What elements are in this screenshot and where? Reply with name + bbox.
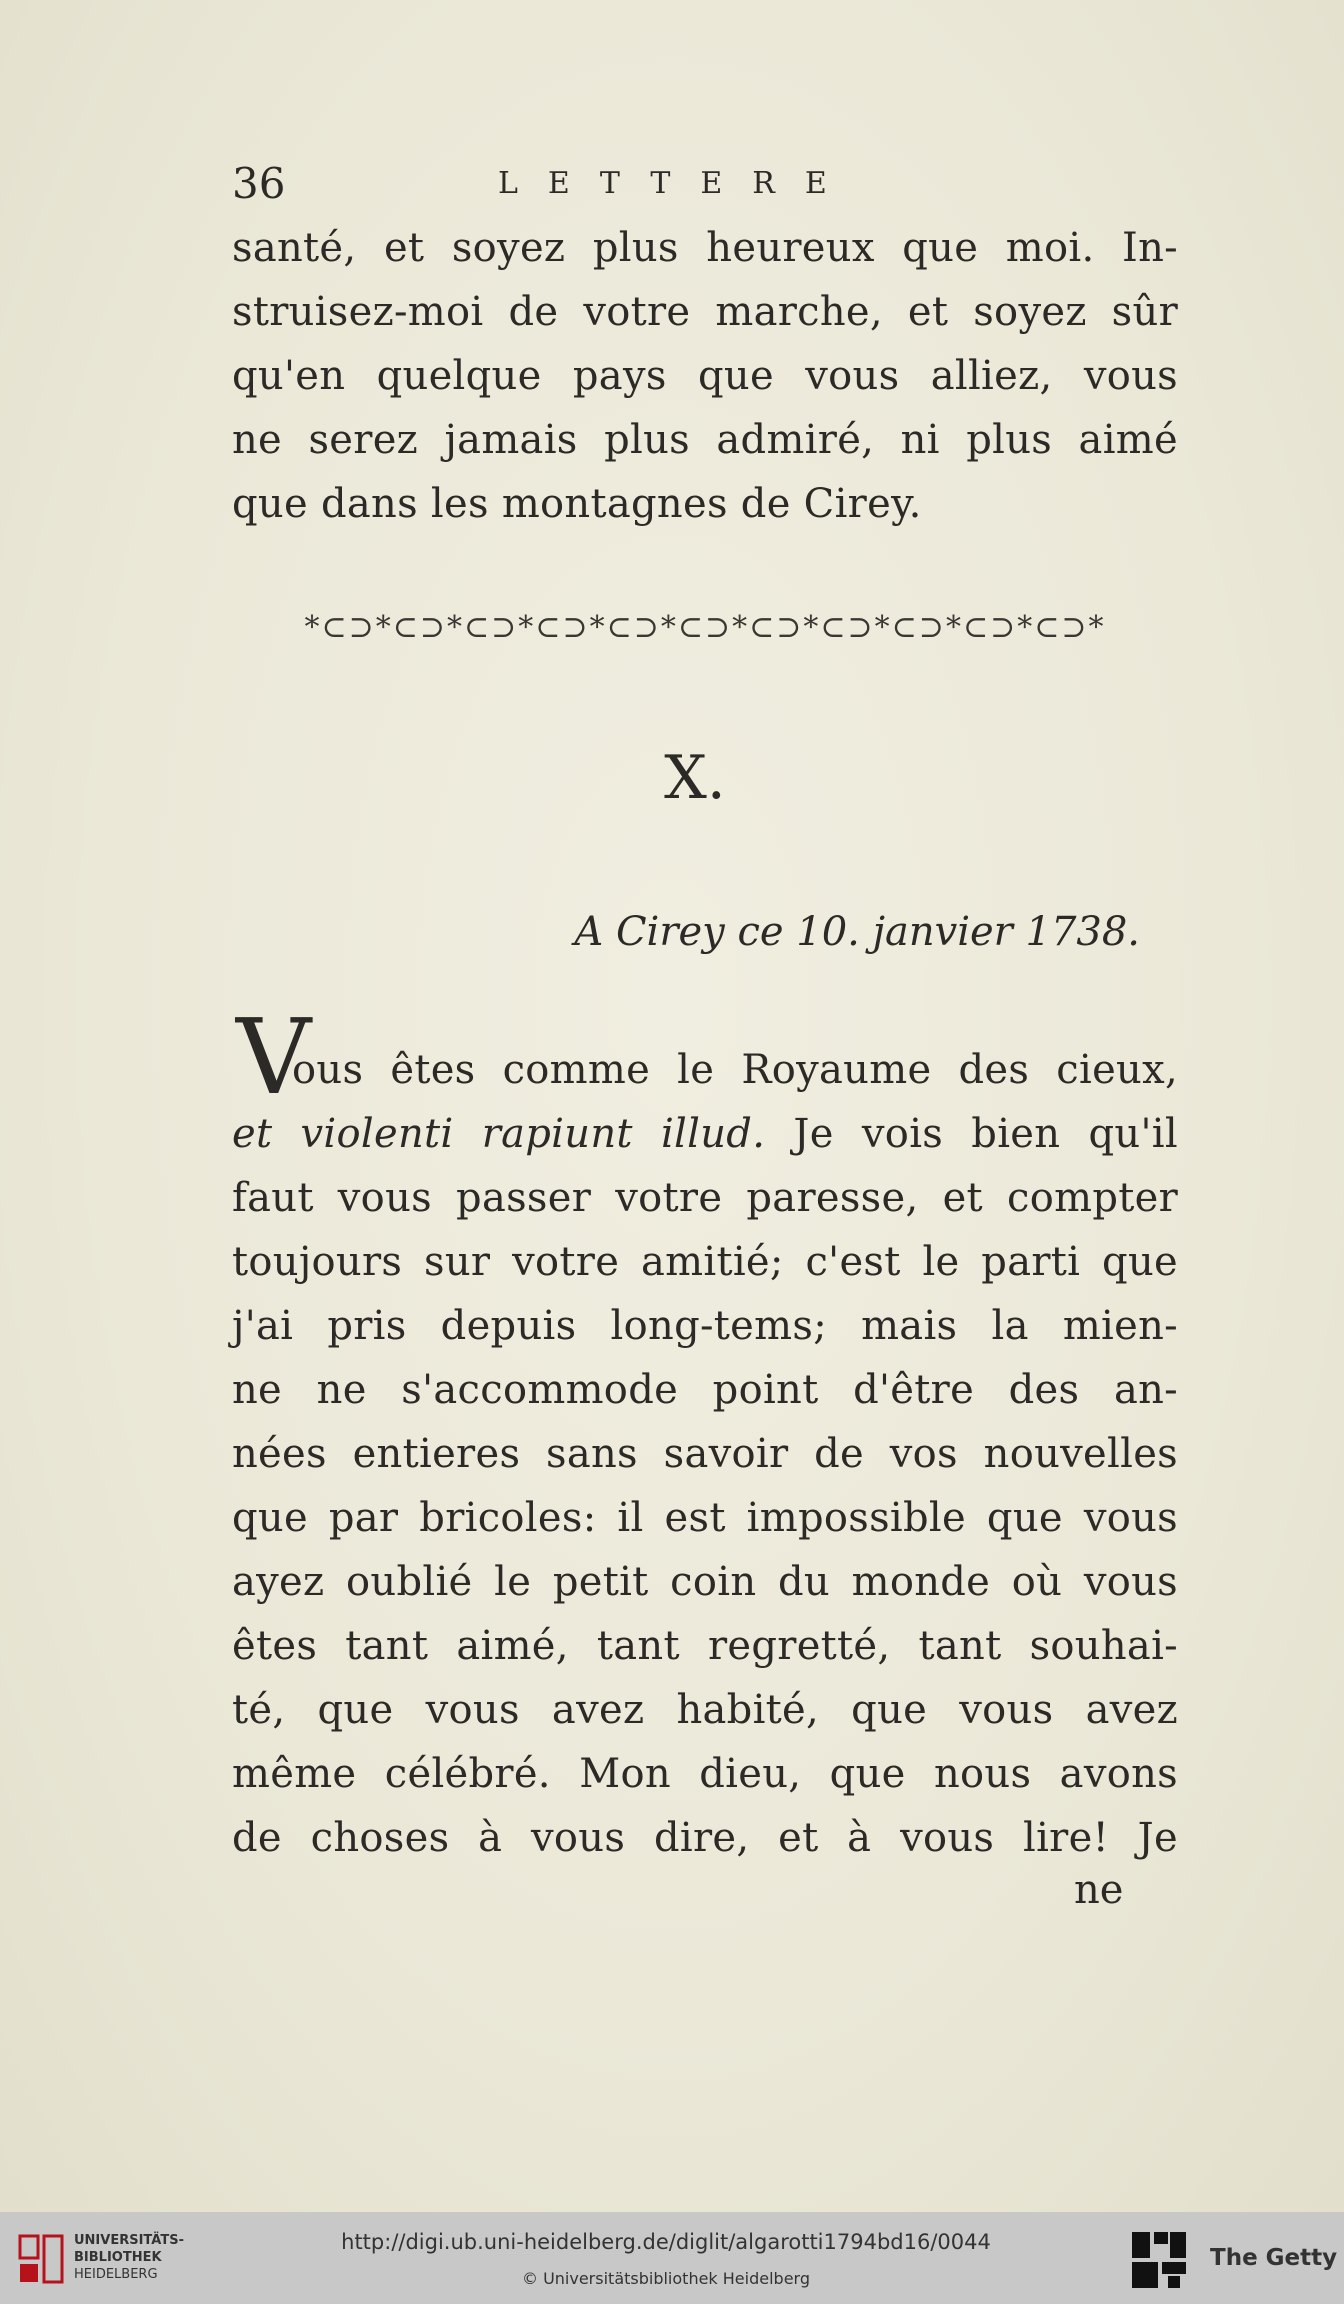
body-line: nées entieres sans savoir de vos nouvelles — [232, 1431, 1178, 1477]
letter-numeral: X. — [664, 743, 726, 813]
body-line — [232, 1102, 1178, 1166]
catchword: ne — [1074, 1867, 1124, 1913]
body-line: j'ai pris depuis long-tems; mais la mien- — [232, 1303, 1178, 1349]
partner-name: The Getty — [1210, 2245, 1338, 2271]
body-line: ous êtes comme le Royaume des cieux, — [292, 1047, 1178, 1093]
dateline — [500, 900, 1140, 964]
body-line: que par bricoles: il est impossible que vous — [232, 1495, 1178, 1541]
getty-logo-icon — [1130, 2230, 1188, 2290]
page-number: 36 — [232, 159, 286, 208]
body-line: faut vous passer votre paresse, et compter — [232, 1175, 1178, 1221]
body-line: struisez-moi de votre marche, et soyez sûr — [232, 289, 1178, 335]
ornament-divider: *⊂⊃*⊂⊃*⊂⊃*⊂⊃*⊂⊃*⊂⊃*⊂⊃*⊂⊃*⊂⊃*⊂⊃*⊂⊃* — [304, 610, 1106, 645]
dateline-date: 10. janvier 1738. — [796, 909, 1140, 955]
latin-quote: et violenti rapiunt illud. — [232, 1111, 766, 1157]
university-library-logo-icon — [16, 2230, 66, 2288]
library-name — [74, 2232, 184, 2283]
body-line: de choses à vous dire, et à vous lire! Je — [232, 1815, 1178, 1861]
library-name-line: UNIVERSITÄTS- — [74, 2233, 184, 2248]
body-line: santé, et soyez plus heureux que moi. In- — [232, 225, 1178, 271]
body-line: toujours sur votre amitié; c'est le parti que — [232, 1239, 1178, 1285]
copyright-notice: © Universitätsbibliothek Heidelberg — [521, 2269, 810, 2288]
body-line: té, que vous avez habité, que vous avez — [232, 1687, 1178, 1733]
body-line: que dans les montagnes de Cirey. — [232, 481, 922, 527]
library-name-line: BIBLIOTHEK — [74, 2250, 162, 2265]
running-title: LETTERE — [498, 166, 857, 201]
body-line: ne ne s'accommode point d'être des an- — [232, 1367, 1178, 1413]
body-line: ayez oublié le petit coin du monde où vous — [232, 1559, 1178, 1605]
body-line: ne serez jamais plus admiré, ni plus aimé — [232, 417, 1178, 463]
library-name-line: HEIDELBERG — [74, 2267, 158, 2282]
body-text: Je vois bien qu'il — [765, 1111, 1178, 1157]
body-line: êtes tant aimé, tant regretté, tant souhai- — [232, 1623, 1178, 1669]
body-line: qu'en quelque pays que vous alliez, vous — [232, 353, 1178, 399]
dateline-place: A Cirey ce — [574, 909, 784, 955]
drop-cap: V — [236, 996, 312, 1118]
permalink-url[interactable]: http://digi.ub.uni-heidelberg.de/diglit/algarotti1794bd16/0044 — [341, 2230, 991, 2254]
body-line: même célébré. Mon dieu, que nous avons — [232, 1751, 1178, 1797]
viewer-footer — [0, 2212, 1344, 2304]
